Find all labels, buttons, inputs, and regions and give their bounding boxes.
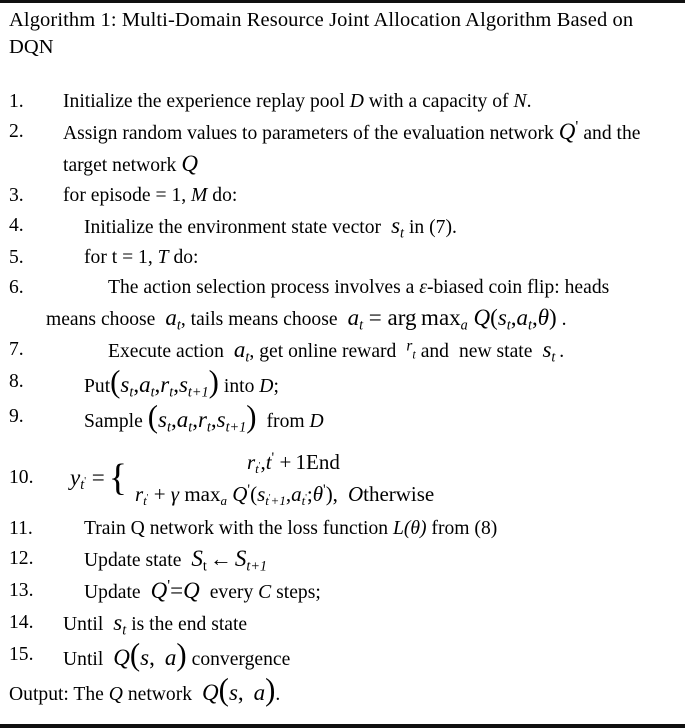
step-text: Assign random values to parameters of the evaluation network Q' and the target network Q	[63, 118, 641, 176]
var-Q: Q	[181, 151, 198, 176]
step-number: 5.	[9, 247, 24, 268]
step-row	[9, 576, 677, 608]
var-D: D	[259, 376, 274, 397]
step-number: 7.	[9, 339, 24, 360]
step-number: 13.	[9, 580, 34, 601]
output-text: Output: The Q network Q(s, a).	[9, 672, 281, 708]
step-number: 11.	[9, 518, 33, 539]
step-number: 14.	[9, 612, 34, 633]
step-number: 4.	[9, 215, 24, 236]
var-T: T	[157, 247, 169, 268]
var-D: D	[349, 91, 364, 112]
var-Q-prime: Q'	[558, 118, 579, 144]
algorithm-content	[9, 3, 679, 724]
var-s-t: $s_t$	[542, 337, 556, 366]
step-text	[46, 446, 434, 510]
step-row	[9, 399, 677, 437]
step-number: 6.	[9, 277, 24, 298]
case-brace: {	[108, 456, 127, 499]
step-number: 2.	[9, 121, 24, 142]
var-N: N	[513, 91, 527, 112]
tuple-transition: $(s_t,a_t,r_t,s_{t+1})$	[147, 399, 257, 436]
step-text: Initialize the environment state vector $s_t$ in (7).	[84, 213, 457, 242]
algorithm-title	[9, 7, 676, 61]
step-row	[9, 544, 677, 576]
algorithm-title-line-1: Algorithm 1: Multi-Domain Resource Joint Allocation Algorithm Based on	[9, 9, 634, 31]
var-s-t: $s_t$	[391, 213, 404, 242]
step-text: The action selection process involves a ε-biased coin flip: heads means choose $a_t$, tails means choose $a_t$ = arg $\max_a Q(s_t,a_t,\theta)$ .	[46, 277, 610, 334]
step-text: $Put(s_t,a_t,r_t,s_{t+1})$ into D;	[84, 364, 279, 401]
var-a-t: $a_t$	[165, 305, 181, 334]
var-r-t: $^r_t$	[406, 337, 416, 362]
step-text: Sample $(s_t,a_t,r_t,s_{t+1})$ from D	[84, 399, 324, 436]
step-number: 3.	[9, 185, 24, 206]
var-D: D	[309, 411, 324, 432]
formula-target-sync: Q'=Q	[150, 577, 200, 603]
step-number: 15.	[9, 644, 34, 665]
step-text: Until $s_t$ is the end state	[63, 610, 248, 639]
step-text: Initialize the experience replay pool D with a capacity of N.	[63, 91, 532, 112]
formula-loss-function: L(θ)	[392, 518, 427, 539]
step-text: Update Q'=Q every C steps;	[84, 577, 321, 603]
var-s-t: $s_t$	[113, 610, 127, 639]
step-row	[9, 117, 677, 181]
step-row	[9, 211, 677, 243]
step-number: 1.	[9, 91, 24, 112]
step-row	[9, 637, 677, 675]
formula-argmax-q: $a_t$ = arg $\max_a Q(s_t,a_t,\theta)$	[347, 305, 557, 334]
step-row	[9, 364, 677, 402]
var-Q: Q	[108, 684, 123, 705]
step-text: for t = 1, T do:	[84, 247, 199, 268]
step-row	[9, 608, 677, 640]
step-row-cases	[9, 446, 677, 510]
step-row	[9, 335, 677, 367]
step-row	[9, 87, 677, 117]
step-number: 9.	[9, 406, 24, 427]
tuple-transition: $(s_t,a_t,r_t,s_{t+1})$	[110, 364, 219, 401]
step-row	[9, 243, 677, 273]
step-text: Execute action $a_t$, get online reward $^r_t$ and new state $s_t$ .	[108, 337, 565, 366]
cases-group	[129, 446, 434, 510]
step-row	[9, 514, 677, 544]
step-number: 8.	[9, 371, 24, 392]
algorithm-title-line-2: DQN	[9, 36, 54, 58]
formula-q-s-a: Q(s, a)	[113, 637, 187, 673]
step-number: 10.	[9, 467, 34, 488]
var-epsilon: ε	[419, 277, 427, 298]
formula-q-s-a: Q(s, a)	[202, 672, 276, 708]
formula-state-update: $S_t$ ← $S_{t+1}$	[191, 546, 268, 575]
step-number: 12.	[9, 548, 34, 569]
case-branch-otherwise: $r_{t'} + \gamma$ $\max_a$ $Q'(s_{t'+1},a_{t'};\theta')$, Otherwise	[134, 481, 435, 508]
algorithm-steps-list	[9, 87, 679, 710]
var-a-t: $a_t$	[233, 337, 250, 366]
var-C: C	[258, 582, 272, 603]
case-branch-terminal: $r_{t'},t' + 1End$	[246, 449, 340, 476]
formula-y-target-lhs: $y_{t'}$ =	[70, 465, 105, 494]
step-text: Update state $S_t$ ← $S_{t+1}$	[84, 546, 268, 575]
bottom-rule-divider	[0, 724, 685, 728]
step-text: for episode = 1, M do:	[63, 185, 238, 206]
step-text: Until Q(s, a) convergence	[63, 637, 291, 673]
step-text: Train Q network with the loss function L(θ) from (8)	[84, 518, 498, 539]
step-row	[9, 181, 677, 211]
output-row	[9, 672, 677, 710]
step-row	[9, 273, 677, 335]
var-M: M	[191, 185, 208, 206]
